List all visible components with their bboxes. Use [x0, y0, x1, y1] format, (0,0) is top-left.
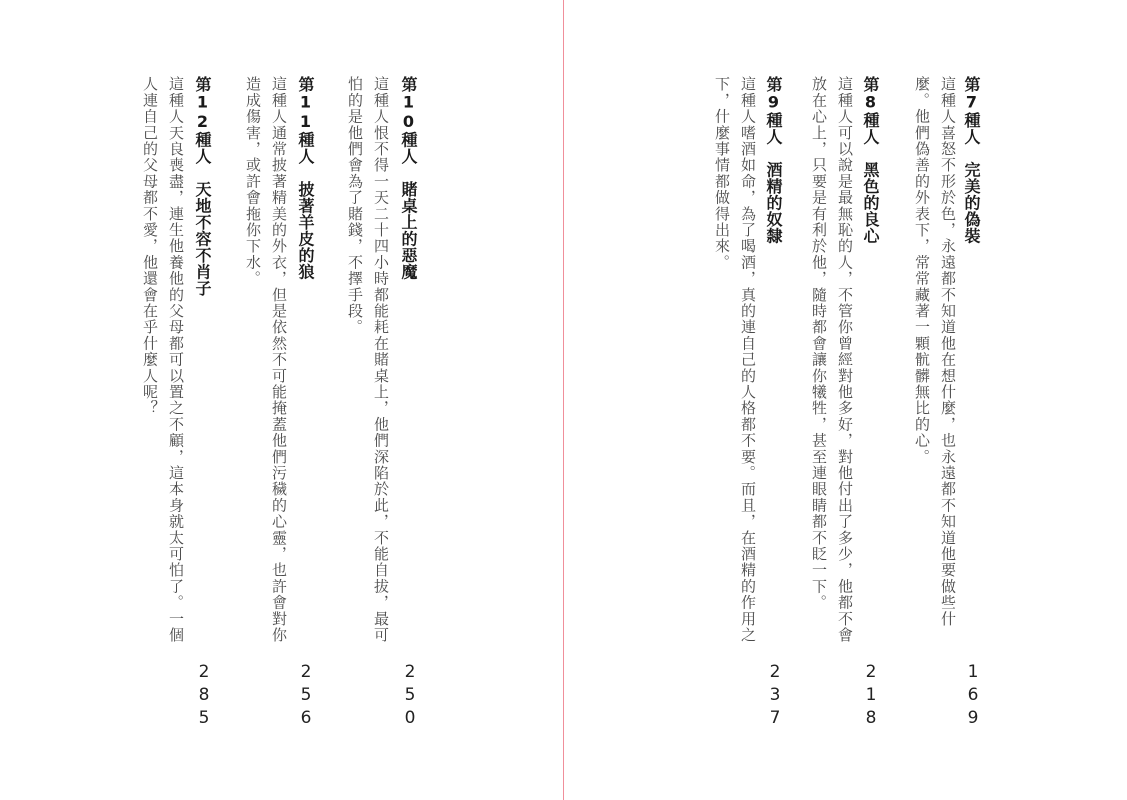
entry-page-number-8: 218	[861, 662, 881, 731]
entry-page-number-10: 250	[400, 662, 420, 731]
entry-text-9-line-1: 這種人嗜酒如命，為了喝酒，真的連自己的人格都不要。而且，在酒精的作用之	[739, 76, 757, 643]
entry-text-11-line-2: 造成傷害，或許會拖你下水。	[244, 76, 262, 287]
entry-page-number-12: 285	[194, 662, 214, 731]
entry-page-number-9: 237	[765, 662, 785, 731]
entry-title-9: 第9種人 酒精的奴隸	[764, 76, 783, 244]
entry-title-12: 第12種人 天地不容不肖子	[193, 76, 212, 297]
entry-text-10-line-2: 怕的是他們會為了賭錢，不擇手段。	[346, 76, 364, 336]
entry-page-number-7: 169	[963, 662, 983, 731]
entry-text-11-line-1: 這種人通常披著精美的外衣，但是依然不可能掩蓋他們污穢的心靈，也許會對你	[270, 76, 288, 643]
entry-text-7-line-1: 這種人喜怒不形於色，永遠都不知道他在想什麼，也永遠都不知道他要做些什	[939, 76, 957, 627]
entry-text-9-line-2: 下，什麼事情都做得出來。	[713, 76, 731, 271]
entry-title-11: 第11種人 披著羊皮的狼	[296, 76, 315, 280]
entry-title-8: 第8種人 黑色的良心	[861, 76, 880, 244]
entry-text-7-line-2: 麼。他們偽善的外表下，常常藏著一顆骯髒無比的心。	[913, 76, 931, 465]
entry-text-12-line-2: 人連自己的父母都不愛，他還會在乎什麼人呢？	[141, 76, 159, 417]
entry-title-7: 第7種人 完美的偽裝	[962, 76, 981, 244]
page-gutter-line	[563, 0, 564, 800]
entry-text-8-line-1: 這種人可以說是最無恥的人，不管你曾經對他多好，對他付出了多少，他都不會	[836, 76, 854, 643]
entry-title-10: 第10種人 賭桌上的惡魔	[399, 76, 418, 280]
entry-page-number-11: 256	[296, 662, 316, 731]
entry-text-8-line-2: 放在心上，只要是有利於他，隨時都會讓你犧牲，甚至連眼睛都不眨一下。	[810, 76, 828, 611]
entry-text-10-line-1: 這種人恨不得一天二十四小時都能耗在賭桌上，他們深陷於此，不能自拔，最可	[372, 76, 390, 643]
entry-text-12-line-1: 這種人天良喪盡，連生他養他的父母都可以置之不顧，這本身就太可怕了。一個	[167, 76, 185, 643]
